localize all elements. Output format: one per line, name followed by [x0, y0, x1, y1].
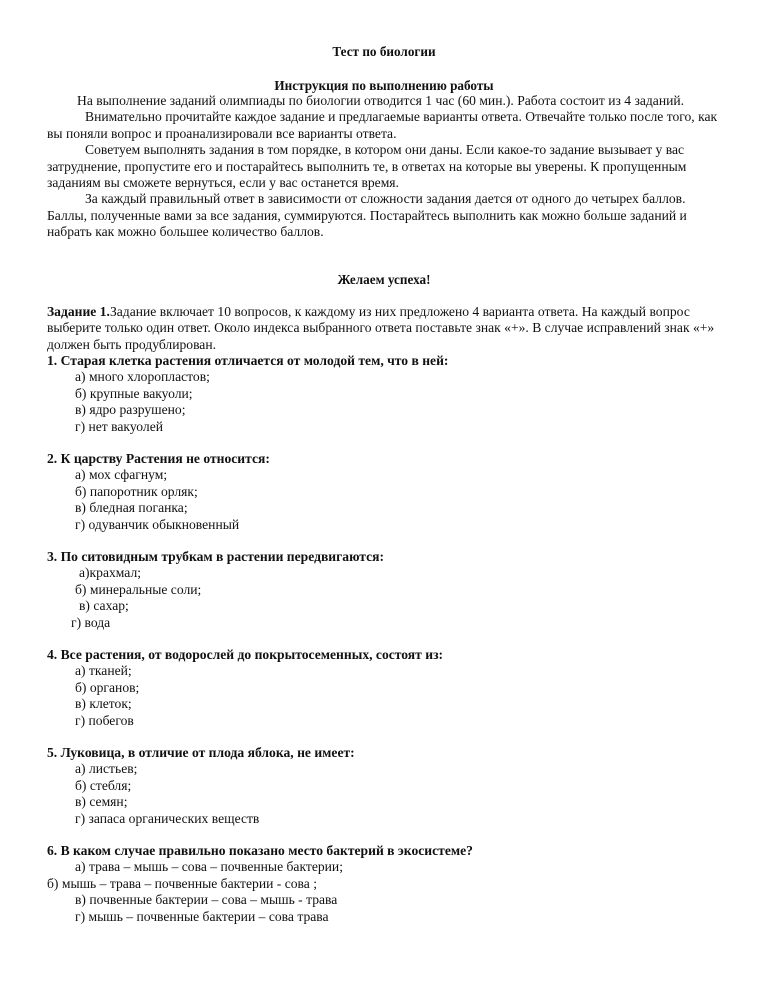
question-text: 3. По ситовидным трубкам в растении передвигаются:: [47, 549, 385, 564]
answer-option[interactable]: а)крахмал;: [79, 565, 142, 581]
answer-option[interactable]: в) почвенные бактерии – сова – мышь - трава: [75, 892, 338, 908]
question-text: 2. К царству Растения не относится:: [47, 451, 270, 466]
answer-option[interactable]: а) трава – мышь – сова – почвенные бактерии;: [75, 859, 343, 875]
answer-option[interactable]: г) запаса органических веществ: [75, 810, 260, 826]
answer-option[interactable]: б) папоротник орляк;: [75, 483, 198, 499]
answer-option[interactable]: б) крупные вакуоли;: [75, 385, 193, 401]
answer-option[interactable]: г) нет вакуолей: [75, 418, 164, 434]
question-text: 4. Все растения, от водорослей до покрытосеменных, состоят из:: [47, 647, 444, 662]
instruction-paragraph: За каждый правильный ответ в зависимости от сложности задания дается от одного до четырех баллов. Баллы, полученные вами за все задания, суммируются. Постарайтесь выполнить как можно больше заданий и набрать как можно большее количество баллов.: [47, 191, 687, 240]
question-6: [47, 843, 727, 925]
answer-option[interactable]: в) бледная поганка;: [75, 500, 188, 516]
instruction-paragraph: Советуем выполнять задания в том порядке, в котором они даны. Если какое-то задание вызывает у вас затруднение, пропустите его и постарайтесь выполнить те, в ответах на которые вы уверены. К пропущенным заданиям вы сможете вернуться, если у вас останется время.: [47, 142, 687, 191]
question-5: [47, 745, 727, 827]
answer-option[interactable]: б) стебля;: [75, 777, 132, 793]
answer-option[interactable]: б) органов;: [75, 679, 140, 695]
task-1-label: Задание 1.: [47, 304, 110, 319]
answer-option[interactable]: а) много хлоропластов;: [75, 369, 210, 385]
answer-option[interactable]: в) ядро разрушено;: [75, 402, 186, 418]
answer-option[interactable]: в) сахар;: [79, 598, 129, 614]
task-1-text: Задание включает 10 вопросов, к каждому из них предложено 4 варианта ответа. На каждый вопрос выберите только один ответ. Около индекса выбранного ответа поставьте знак «+». В случае исправлений знак «+» должен быть продублирован.: [47, 304, 715, 352]
instruction-paragraph: На выполнение заданий олимпиады по биологии отводится 1 час (60 мин.). Работа состоит из 4 заданий.: [77, 93, 685, 108]
answer-option[interactable]: г) мышь – почвенные бактерии – сова трава: [75, 908, 329, 924]
answer-option[interactable]: а) мох сфагнум;: [75, 467, 168, 483]
answer-option[interactable]: а) листьев;: [75, 761, 138, 777]
question-2: [47, 451, 727, 533]
question-text: 5. Луковица, в отличие от плода яблока, не имеет:: [47, 745, 355, 760]
question-text: 1. Старая клетка растения отличается от молодой тем, что в ней:: [47, 353, 449, 368]
document-title: Тест по биологии: [332, 44, 436, 59]
answer-option[interactable]: г) вода: [71, 614, 111, 630]
question-4: [47, 647, 727, 729]
instruction-paragraph: Внимательно прочитайте каждое задание и предлагаемые варианты ответа. Отвечайте только после того, как вы поняли вопрос и проанализировали все варианты ответа.: [47, 109, 718, 141]
answer-option[interactable]: г) одуванчик обыкновенный: [75, 516, 240, 532]
answer-option[interactable]: г) побегов: [75, 712, 134, 728]
answer-option[interactable]: б) мышь – трава – почвенные бактерии - сова ;: [47, 875, 317, 891]
question-3: [47, 549, 727, 631]
task-1-description: [47, 304, 727, 353]
instructions-body: [47, 93, 727, 241]
instructions-heading: Инструкция по выполнению работы: [274, 78, 494, 93]
question-1: [47, 353, 727, 435]
answer-option[interactable]: б) минеральные соли;: [75, 581, 202, 597]
answer-option[interactable]: в) семян;: [75, 794, 128, 810]
answer-option[interactable]: а) тканей;: [75, 663, 132, 679]
question-text: 6. В каком случае правильно показано место бактерий в экосистеме?: [47, 843, 473, 858]
wish-line: Желаем успеха!: [337, 272, 431, 287]
answer-option[interactable]: в) клеток;: [75, 696, 132, 712]
